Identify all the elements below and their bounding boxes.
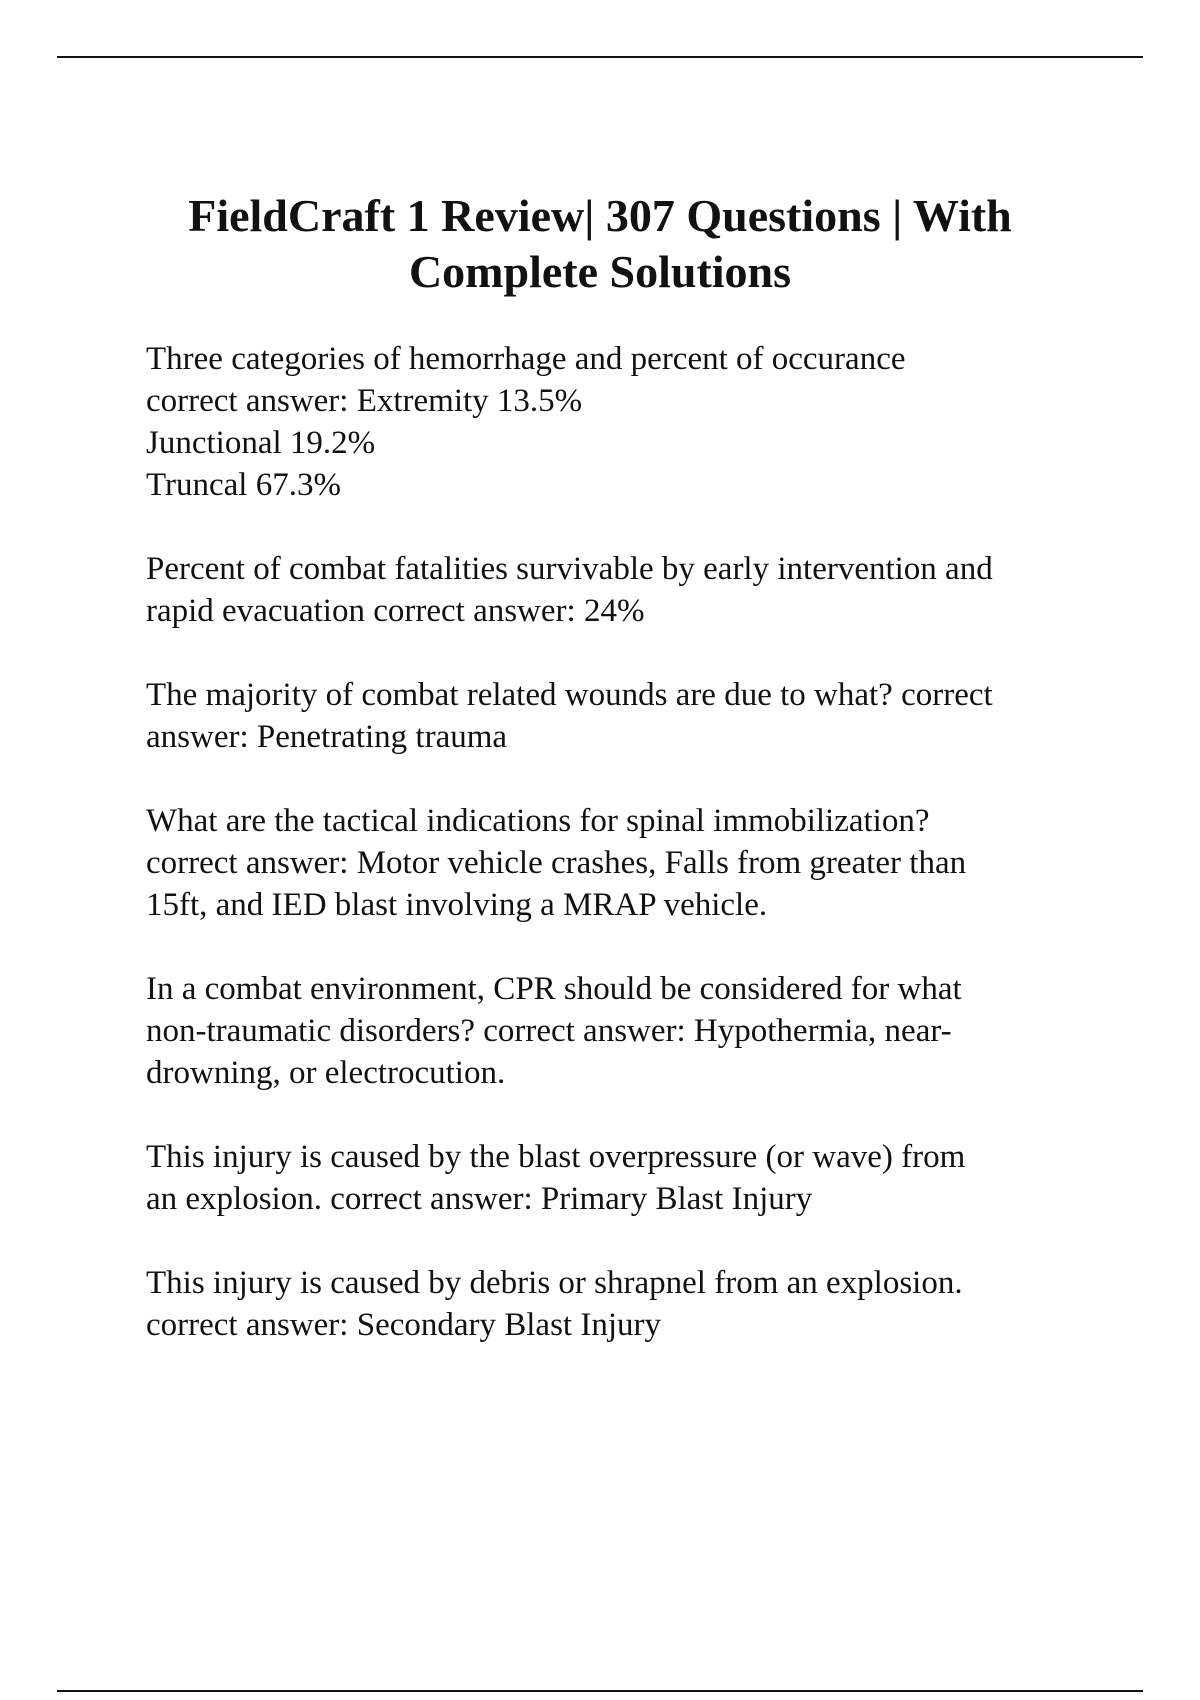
- footer-rule: [57, 1690, 1143, 1692]
- page-title: [120, 188, 1080, 300]
- qa-item: [146, 800, 1096, 926]
- qa-text-line: Truncal 67.3%: [146, 467, 341, 503]
- qa-text-line: drowning, or electrocution.: [146, 1055, 506, 1091]
- qa-text-line: The majority of combat related wounds are due to what? correct: [146, 677, 993, 713]
- page-title-line-1: FieldCraft 1 Review| 307 Questions | With: [188, 190, 1012, 241]
- qa-item: [146, 548, 1096, 632]
- qa-item: [146, 968, 1096, 1094]
- qa-text-line: In a combat environment, CPR should be considered for what: [146, 971, 962, 1007]
- qa-text-line: correct answer: Motor vehicle crashes, Falls from greater than: [146, 845, 967, 881]
- header-rule: [57, 56, 1143, 58]
- qa-text-line: Three categories of hemorrhage and percent of occurance: [146, 341, 906, 377]
- qa-text-line: Percent of combat fatalities survivable by early intervention and: [146, 551, 993, 587]
- qa-text-line: This injury is caused by the blast overpressure (or wave) from: [146, 1139, 966, 1175]
- page-title-line-2: Complete Solutions: [408, 246, 792, 297]
- qa-item: [146, 1136, 1096, 1220]
- qa-item: [146, 674, 1096, 758]
- qa-text-line: correct answer: Secondary Blast Injury: [146, 1307, 661, 1343]
- qa-text-line: What are the tactical indications for spinal immobilization?: [146, 803, 930, 839]
- qa-item: [146, 338, 1096, 506]
- qa-text-line: rapid evacuation correct answer: 24%: [146, 593, 645, 629]
- qa-text-line: non-traumatic disorders? correct answer: Hypothermia, near-: [146, 1013, 952, 1049]
- qa-text-line: This injury is caused by debris or shrapnel from an explosion.: [146, 1265, 963, 1301]
- qa-text-line: Junctional 19.2%: [146, 425, 376, 461]
- qa-list: [146, 338, 1096, 1388]
- qa-text-line: answer: Penetrating trauma: [146, 719, 508, 755]
- qa-item: [146, 1262, 1096, 1346]
- qa-text-line: correct answer: Extremity 13.5%: [146, 383, 583, 419]
- qa-text-line: an explosion. correct answer: Primary Blast Injury: [146, 1181, 813, 1217]
- qa-text-line: 15ft, and IED blast involving a MRAP vehicle.: [146, 887, 768, 923]
